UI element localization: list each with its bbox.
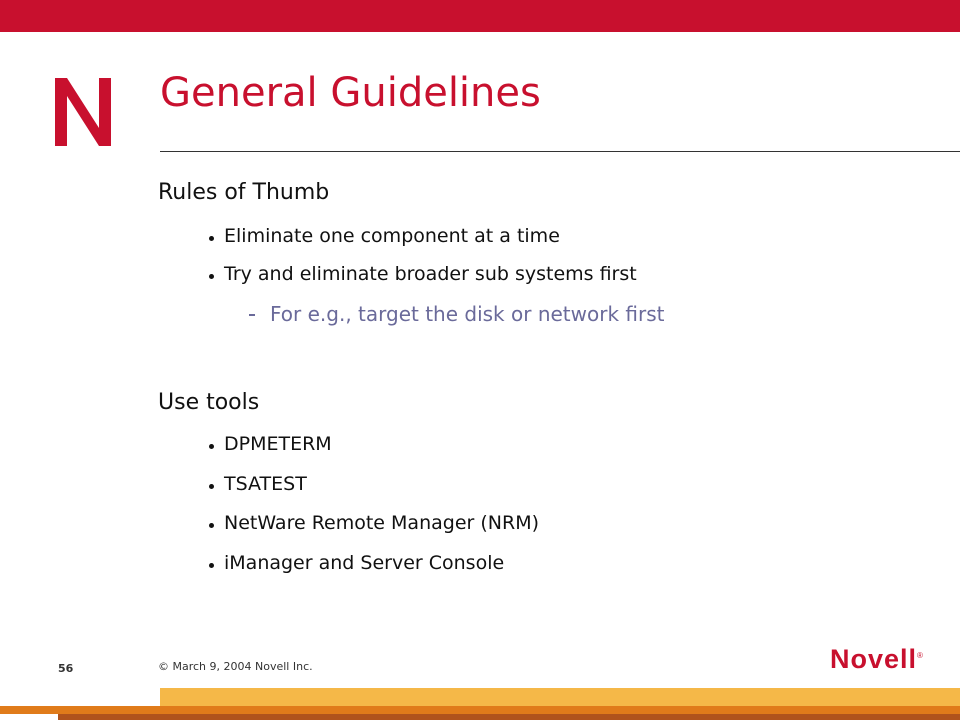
bullet-dot-icon bbox=[209, 274, 214, 279]
section-heading-tools: Use tools bbox=[158, 390, 260, 415]
slide-title: General Guidelines bbox=[160, 70, 541, 116]
bullet-item bbox=[224, 263, 637, 285]
page-number: 56 bbox=[58, 662, 74, 675]
sub-bullet-item bbox=[270, 302, 664, 326]
dash-icon bbox=[249, 314, 255, 316]
bullet-text: iManager and Server Console bbox=[224, 552, 505, 574]
novell-wordmark bbox=[830, 644, 923, 675]
bullet-text: TSATEST bbox=[224, 473, 307, 495]
bullet-dot-icon bbox=[209, 236, 214, 241]
bullet-dot-icon bbox=[209, 563, 214, 568]
sub-bullet-text: For e.g., target the disk or network first bbox=[270, 302, 665, 326]
bullet-item bbox=[224, 552, 504, 574]
copyright-notice: © March 9, 2004 Novell Inc. bbox=[158, 660, 313, 673]
section-heading-rules: Rules of Thumb bbox=[158, 180, 330, 205]
bullet-dot-icon bbox=[209, 484, 214, 489]
bullet-text: Eliminate one component at a time bbox=[224, 225, 560, 247]
bullet-text: DPMETERM bbox=[224, 433, 332, 455]
bullet-item bbox=[224, 473, 307, 495]
bullet-text: NetWare Remote Manager (NRM) bbox=[224, 512, 539, 534]
bullet-dot-icon bbox=[209, 444, 214, 449]
bullet-item bbox=[224, 433, 332, 455]
footer-dark-bar bbox=[58, 714, 960, 720]
bullet-text: Try and eliminate broader sub systems first bbox=[224, 263, 637, 285]
bullet-item bbox=[224, 225, 560, 247]
footer-yellow-bar bbox=[160, 688, 960, 706]
footer-orange-bar bbox=[0, 706, 960, 714]
bullet-dot-icon bbox=[209, 523, 214, 528]
bullet-item bbox=[224, 512, 539, 534]
brand-name: Novell bbox=[830, 644, 918, 674]
registered-mark: ® bbox=[917, 651, 923, 660]
